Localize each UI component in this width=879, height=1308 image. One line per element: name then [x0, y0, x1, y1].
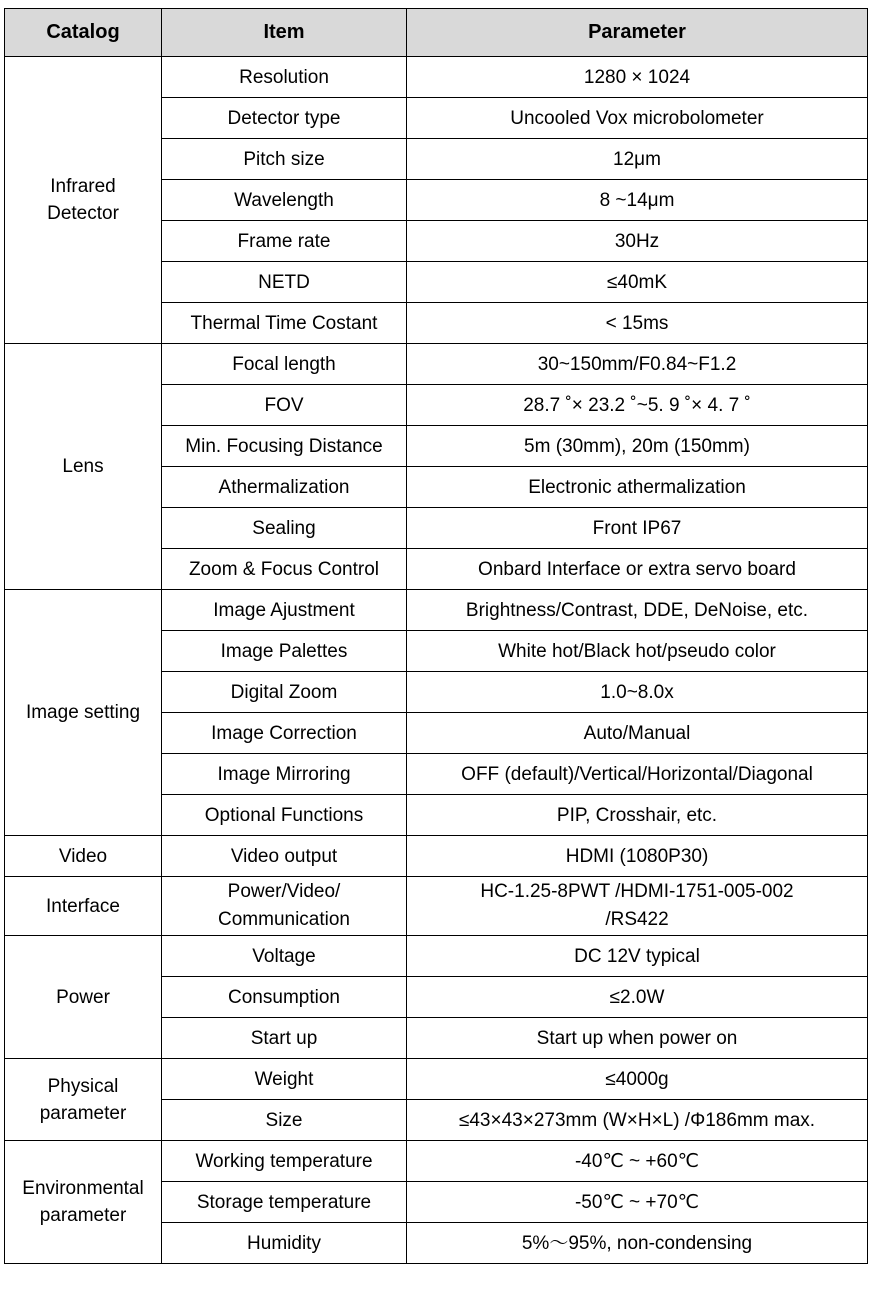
item-cell: Size	[162, 1100, 407, 1141]
catalog-cell: Image setting	[5, 590, 162, 836]
item-cell: Image Mirroring	[162, 754, 407, 795]
item-cell: NETD	[162, 262, 407, 303]
parameter-cell: HDMI (1080P30)	[407, 836, 868, 877]
parameter-cell: Brightness/Contrast, DDE, DeNoise, etc.	[407, 590, 868, 631]
header-row	[5, 9, 868, 57]
item-cell: Weight	[162, 1059, 407, 1100]
catalog-cell: Physical parameter	[5, 1059, 162, 1141]
table-row	[5, 836, 868, 877]
parameter-cell: 28.7 ˚× 23.2 ˚~5. 9 ˚× 4. 7 ˚	[407, 385, 868, 426]
item-cell: Frame rate	[162, 221, 407, 262]
parameter-cell: ≤2.0W	[407, 977, 868, 1018]
table-row	[5, 877, 868, 936]
item-cell: Humidity	[162, 1223, 407, 1264]
parameter-cell: Front IP67	[407, 508, 868, 549]
item-cell: Optional Functions	[162, 795, 407, 836]
item-cell: Voltage	[162, 936, 407, 977]
parameter-cell: 12μm	[407, 139, 868, 180]
header-item: Item	[162, 9, 407, 57]
parameter-cell: ≤40mK	[407, 262, 868, 303]
parameter-cell: PIP, Crosshair, etc.	[407, 795, 868, 836]
table-row	[5, 344, 868, 385]
parameter-cell: ≤4000g	[407, 1059, 868, 1100]
header-parameter: Parameter	[407, 9, 868, 57]
catalog-cell: Environmental parameter	[5, 1141, 162, 1264]
parameter-cell: 8 ~14μm	[407, 180, 868, 221]
item-cell: Working temperature	[162, 1141, 407, 1182]
item-cell: Start up	[162, 1018, 407, 1059]
catalog-cell: Infrared Detector	[5, 57, 162, 344]
parameter-cell: Electronic athermalization	[407, 467, 868, 508]
parameter-cell: 1280 × 1024	[407, 57, 868, 98]
catalog-cell: Video	[5, 836, 162, 877]
parameter-cell: Uncooled Vox microbolometer	[407, 98, 868, 139]
item-cell: Image Correction	[162, 713, 407, 754]
catalog-cell: Lens	[5, 344, 162, 590]
item-cell: FOV	[162, 385, 407, 426]
parameter-cell: 30~150mm/F0.84~F1.2	[407, 344, 868, 385]
parameter-cell: OFF (default)/Vertical/Horizontal/Diagonal	[407, 754, 868, 795]
item-cell: Consumption	[162, 977, 407, 1018]
table-row	[5, 936, 868, 977]
parameter-cell: Auto/Manual	[407, 713, 868, 754]
table-row	[5, 590, 868, 631]
table-row	[5, 57, 868, 98]
item-cell: Detector type	[162, 98, 407, 139]
parameter-cell: Onbard Interface or extra servo board	[407, 549, 868, 590]
item-cell: Focal length	[162, 344, 407, 385]
item-cell: Storage temperature	[162, 1182, 407, 1223]
parameter-cell: 5%～95%, non-condensing	[407, 1223, 868, 1264]
parameter-cell: ≤43×43×273mm (W×H×L) /Φ186mm max.	[407, 1100, 868, 1141]
item-cell: Power/Video/ Communication	[162, 877, 407, 936]
item-cell: Sealing	[162, 508, 407, 549]
table-row	[5, 1059, 868, 1100]
parameter-cell: < 15ms	[407, 303, 868, 344]
parameter-cell: -40℃ ~ +60℃	[407, 1141, 868, 1182]
item-cell: Zoom & Focus Control	[162, 549, 407, 590]
table-row	[5, 1141, 868, 1182]
spec-table	[4, 8, 868, 1264]
header-catalog: Catalog	[5, 9, 162, 57]
catalog-cell: Interface	[5, 877, 162, 936]
parameter-cell: -50℃ ~ +70℃	[407, 1182, 868, 1223]
item-cell: Min. Focusing Distance	[162, 426, 407, 467]
table-body	[5, 57, 868, 1264]
item-cell: Thermal Time Costant	[162, 303, 407, 344]
parameter-cell: 1.0~8.0x	[407, 672, 868, 713]
item-cell: Video output	[162, 836, 407, 877]
parameter-cell: Start up when power on	[407, 1018, 868, 1059]
catalog-cell: Power	[5, 936, 162, 1059]
item-cell: Resolution	[162, 57, 407, 98]
parameter-cell: White hot/Black hot/pseudo color	[407, 631, 868, 672]
item-cell: Pitch size	[162, 139, 407, 180]
item-cell: Image Ajustment	[162, 590, 407, 631]
item-cell: Wavelength	[162, 180, 407, 221]
parameter-cell: 5m (30mm), 20m (150mm)	[407, 426, 868, 467]
item-cell: Image Palettes	[162, 631, 407, 672]
item-cell: Digital Zoom	[162, 672, 407, 713]
item-cell: Athermalization	[162, 467, 407, 508]
parameter-cell: HC-1.25-8PWT /HDMI-1751-005-002 /RS422	[407, 877, 868, 936]
parameter-cell: DC 12V typical	[407, 936, 868, 977]
parameter-cell: 30Hz	[407, 221, 868, 262]
